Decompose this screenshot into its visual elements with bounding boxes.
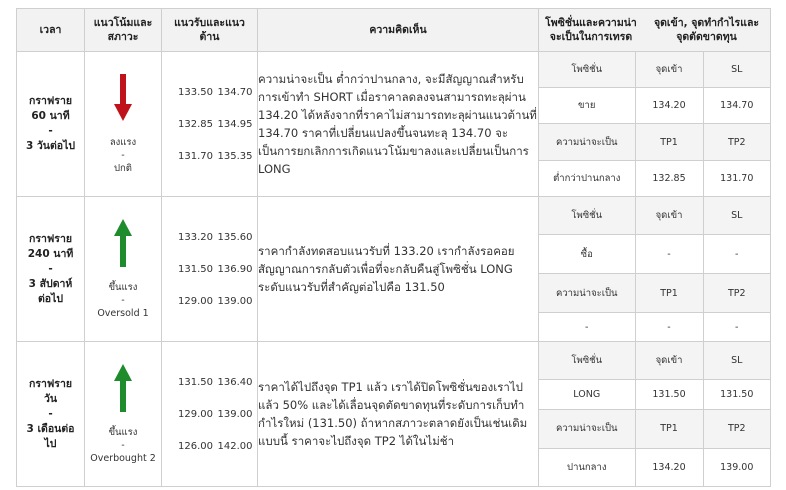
trend-cell — [85, 52, 162, 197]
timeframe-line: - — [48, 262, 53, 275]
sl-label: SL — [703, 342, 770, 380]
position-row — [539, 448, 770, 486]
up-arrow-icon — [114, 219, 132, 271]
comment-cell: ความน่าจะเป็น ต่ำกว่าปานกลาง, จะมีสัญญาณสำหรับการเข้าทำ SHORT เมื่อราคาลดลงจนสามารถทะลุผ่าน 134.20 ได้หลังจากที่ราคาไม่สามารถทะลุผ่านแนวต้านที่ 134.70 ราคาที่เปลี่ยนแปลงขึ้นจนทะลุ 134.70 จะเป็นการยกเลิกการเกิดแนวโน้มขาลงและเปลี่ยนเป็นการ LONG — [258, 52, 539, 197]
resistance-value: 134.70 — [217, 86, 253, 98]
trend-state: Oversold 1 — [97, 307, 149, 319]
sr-row — [162, 151, 257, 162]
timeframe-line: กราฟราย — [28, 95, 72, 107]
comment-cell: ราคาได้ไปถึงจุด TP1 แล้ว เราได้ปิดโพซิชั่นของเราไปแล้ว 50% และได้เลื่อนจุดตัดขาดทุนที่ระดับการเก็บทำกำไรใหม่ (131.50) ถ้าหากสภาวะตลาดยังเป็นเช่นเดิมแบบนี้ ราคาจะไปถึงจุด TP2 ได้ในไม่ช้า — [258, 342, 539, 487]
timeframe-line: วัน — [43, 392, 58, 405]
probability-value: ต่ำกว่าปานกลาง — [539, 161, 635, 196]
trend-state: Overbought 2 — [90, 452, 156, 464]
position-row — [539, 52, 770, 87]
header-trend: แนวโน้มและสภาวะ — [85, 9, 162, 52]
trend-separator: - — [121, 294, 125, 306]
position-table — [539, 342, 770, 486]
position-value: LONG — [539, 380, 635, 409]
entry-label: จุดเข้า — [635, 197, 703, 235]
position-row — [539, 197, 770, 235]
probability-label: ความน่าจะเป็น — [539, 124, 635, 161]
table-row — [17, 342, 771, 487]
support-value: 126.00 — [178, 440, 213, 452]
timeframe-line: กราฟราย — [28, 377, 72, 390]
timeframe-line: กราฟราย — [28, 232, 72, 245]
position-value: ขาย — [539, 87, 635, 124]
position-label: โพซิชั่น — [539, 197, 635, 235]
position-label: โพซิชั่น — [539, 342, 635, 380]
tp2-value: 139.00 — [703, 448, 770, 486]
resistance-value: 142.00 — [217, 440, 253, 452]
trend-label: ขึ้นแรง — [108, 281, 138, 293]
sl-value: 131.50 — [703, 380, 770, 409]
header-support-resistance: แนวรับและแนวต้าน — [162, 9, 258, 52]
entry-label: จุดเข้า — [635, 342, 703, 380]
sr-row — [162, 441, 257, 452]
trend-cell — [85, 197, 162, 342]
position-cell — [539, 342, 771, 487]
table-row — [17, 197, 771, 342]
position-row — [539, 409, 770, 448]
sr-row — [162, 87, 257, 98]
tp2-value: - — [703, 313, 770, 341]
timeframe-line: 240 นาที — [27, 247, 74, 260]
tp2-label: TP2 — [703, 409, 770, 448]
timeframe-line: ไป — [44, 437, 57, 450]
trend-label: ขึ้นแรง — [108, 426, 138, 438]
position-value: ซื้อ — [539, 235, 635, 274]
entry-value: - — [635, 235, 703, 274]
position-cell — [539, 197, 771, 342]
position-cell — [539, 52, 771, 197]
tp1-value: 134.20 — [635, 448, 703, 486]
timeframe-cell — [17, 197, 85, 342]
entry-value: 131.50 — [635, 380, 703, 409]
support-resistance-cell — [162, 197, 258, 342]
tp1-value: 132.85 — [635, 161, 703, 196]
sr-row — [162, 296, 257, 307]
tp2-label: TP2 — [703, 124, 770, 161]
resistance-value: 139.00 — [217, 295, 253, 307]
sr-row — [162, 232, 257, 243]
position-table — [539, 52, 770, 196]
header-comment: ความคิดเห็น — [258, 9, 539, 52]
resistance-value: 139.00 — [217, 408, 253, 420]
timeframe-line: ต่อไป — [37, 292, 64, 305]
position-row — [539, 124, 770, 161]
sr-row — [162, 377, 257, 388]
table-row — [17, 52, 771, 197]
support-value: 131.50 — [178, 263, 213, 275]
position-row — [539, 161, 770, 196]
up-arrow-icon — [114, 364, 132, 416]
header-position: โพซิชั่นและความน่าจะเป็นในการเทรด — [545, 17, 637, 43]
header-position-cell — [539, 9, 771, 52]
support-resistance-cell — [162, 342, 258, 487]
probability-label: ความน่าจะเป็น — [539, 274, 635, 313]
timeframe-line: 3 เดือนต่อ — [26, 422, 75, 435]
sr-row — [162, 119, 257, 130]
timeframe-cell — [17, 52, 85, 197]
tp1-label: TP1 — [635, 409, 703, 448]
position-row — [539, 274, 770, 313]
sl-value: 134.70 — [703, 87, 770, 124]
resistance-value: 136.40 — [217, 376, 253, 388]
timeframe-line: 60 นาที — [31, 110, 70, 122]
resistance-value: 136.90 — [217, 263, 253, 275]
support-value: 133.20 — [178, 231, 213, 243]
sr-row — [162, 409, 257, 420]
resistance-value: 135.60 — [217, 231, 253, 243]
tp1-value: - — [635, 313, 703, 341]
trend-separator: - — [121, 149, 125, 161]
trend-separator: - — [121, 439, 125, 451]
position-row — [539, 313, 770, 341]
resistance-value: 135.35 — [217, 150, 253, 162]
resistance-value: 134.95 — [217, 118, 253, 130]
trend-state: ปกติ — [114, 162, 132, 174]
position-row — [539, 87, 770, 124]
support-value: 131.50 — [178, 376, 213, 388]
timeframe-line: - — [48, 125, 53, 137]
probability-value: ปานกลาง — [539, 448, 635, 486]
position-label: โพซิชั่น — [539, 52, 635, 87]
support-value: 129.00 — [178, 295, 213, 307]
sr-row — [162, 264, 257, 275]
support-value: 129.00 — [178, 408, 213, 420]
support-value: 132.85 — [178, 118, 213, 130]
position-row — [539, 380, 770, 409]
tp1-label: TP1 — [635, 274, 703, 313]
header-row — [17, 9, 771, 52]
trend-label: ลงแรง — [109, 136, 137, 148]
support-value: 133.50 — [178, 86, 213, 98]
sl-label: SL — [703, 197, 770, 235]
forecast-table — [16, 8, 771, 487]
sl-label: SL — [703, 52, 770, 87]
entry-value: 134.20 — [635, 87, 703, 124]
down-arrow-icon — [114, 74, 132, 126]
sl-value: - — [703, 235, 770, 274]
position-row — [539, 235, 770, 274]
header-entry: จุดเข้า, จุดทำกำไรและจุดตัดขาดทุน — [653, 17, 760, 43]
entry-label: จุดเข้า — [635, 52, 703, 87]
support-value: 131.70 — [178, 150, 213, 162]
position-table — [539, 197, 770, 341]
position-row — [539, 342, 770, 380]
probability-value: - — [539, 313, 635, 341]
timeframe-line: 3 วันต่อไป — [25, 140, 76, 152]
support-resistance-cell — [162, 52, 258, 197]
timeframe-cell — [17, 342, 85, 487]
comment-cell: ราคากำลังทดสอบแนวรับที่ 133.20 เรากำลังรอคอยสัญญาณการกลับตัวเพื่อที่จะกลับคืนสู่โพซิชั่น LONG ระดับแนวรับที่สำคัญต่อไปคือ 131.50 — [258, 197, 539, 342]
tp1-label: TP1 — [635, 124, 703, 161]
timeframe-line: - — [48, 407, 53, 420]
tp2-value: 131.70 — [703, 161, 770, 196]
header-time: เวลา — [17, 9, 85, 52]
timeframe-line: 3 สัปดาห์ — [28, 277, 73, 290]
trend-cell — [85, 342, 162, 487]
tp2-label: TP2 — [703, 274, 770, 313]
probability-label: ความน่าจะเป็น — [539, 409, 635, 448]
